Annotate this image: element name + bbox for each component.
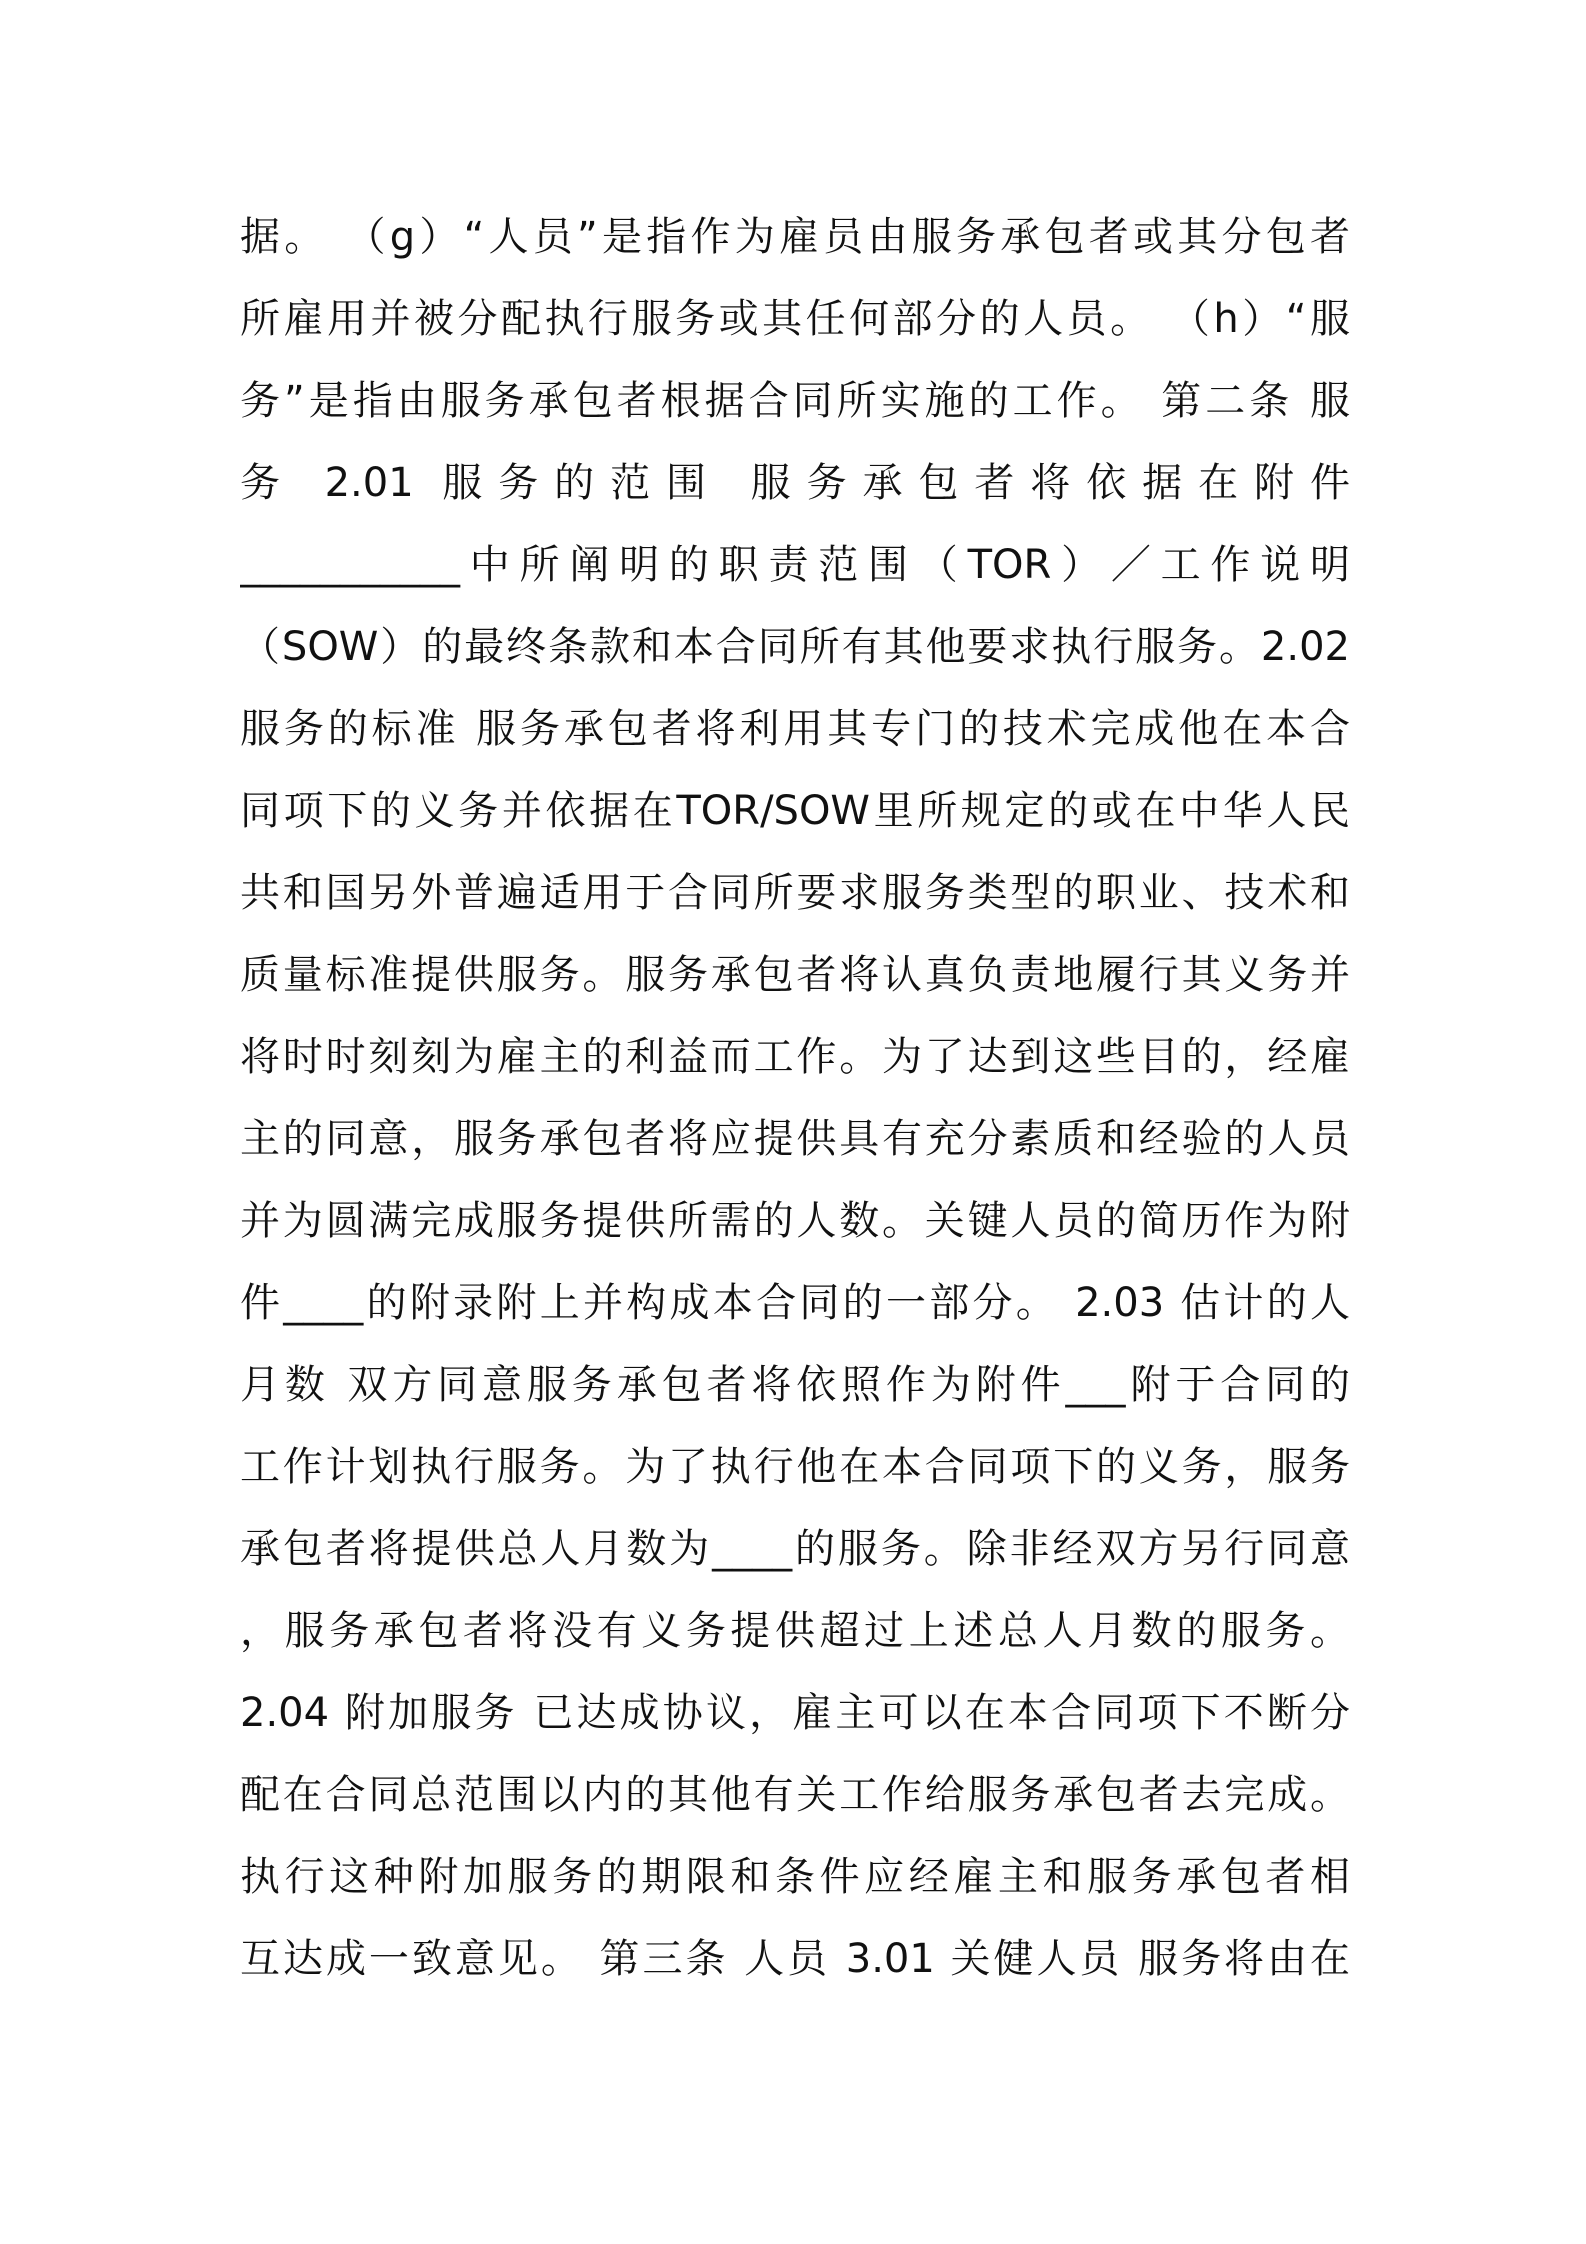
text-line: 主的同意，服务承包者将应提供具有充分素质和经验的人员 [240, 1116, 1350, 1162]
text-line: ，服务承包者将没有义务提供超过上述总人月数的服务。 [240, 1608, 1350, 1654]
text-line: 2.04 附加服务 已达成协议，雇主可以在本合同项下不断分 [240, 1690, 1350, 1736]
document-page [240, 196, 1350, 2000]
text-line: 据。 （g）“人员”是指作为雇员由服务承包者或其分包者 [240, 214, 1350, 260]
text-line: 同项下的义务并依据在TOR/SOW里所规定的或在中华人民 [240, 788, 1350, 834]
text-line: 件____的附录附上并构成本合同的一部分。 2.03 估计的人 [240, 1280, 1350, 1326]
text-line: 质量标准提供服务。服务承包者将认真负责地履行其义务并 [240, 952, 1350, 998]
text-line: 务”是指由服务承包者根据合同所实施的工作。 第二条 服 [240, 378, 1350, 424]
text-line: 将时时刻刻为雇主的利益而工作。为了达到这些目的，经雇 [240, 1034, 1350, 1080]
text-line: 配在合同总范围以内的其他有关工作给服务承包者去完成。 [240, 1772, 1350, 1818]
text-line: 共和国另外普遍适用于合同所要求服务类型的职业、技术和 [240, 870, 1350, 916]
text-line: ___________中所阐明的职责范围（TOR）／工作说明 [240, 542, 1350, 588]
text-line: 服务的标准 服务承包者将利用其专门的技术完成他在本合 [240, 706, 1350, 752]
text-line: 所雇用并被分配执行服务或其任何部分的人员。 （h）“服 [240, 296, 1350, 342]
text-line: 工作计划执行服务。为了执行他在本合同项下的义务，服务 [240, 1444, 1350, 1490]
text-line: 月数 双方同意服务承包者将依照作为附件___附于合同的 [240, 1362, 1350, 1408]
text-line: 互达成一致意见。 第三条 人员 3.01 关健人员 服务将由在 [240, 1936, 1350, 1982]
text-line: （SOW）的最终条款和本合同所有其他要求执行服务。2.02 [240, 624, 1350, 670]
text-line: 承包者将提供总人月数为____的服务。除非经双方另行同意 [240, 1526, 1350, 1572]
text-line: 并为圆满完成服务提供所需的人数。关键人员的简历作为附 [240, 1198, 1350, 1244]
text-line: 执行这种附加服务的期限和条件应经雇主和服务承包者相 [240, 1854, 1350, 1900]
text-line: 务 2.01 服务的范围 服务承包者将依据在附件 [240, 460, 1350, 506]
